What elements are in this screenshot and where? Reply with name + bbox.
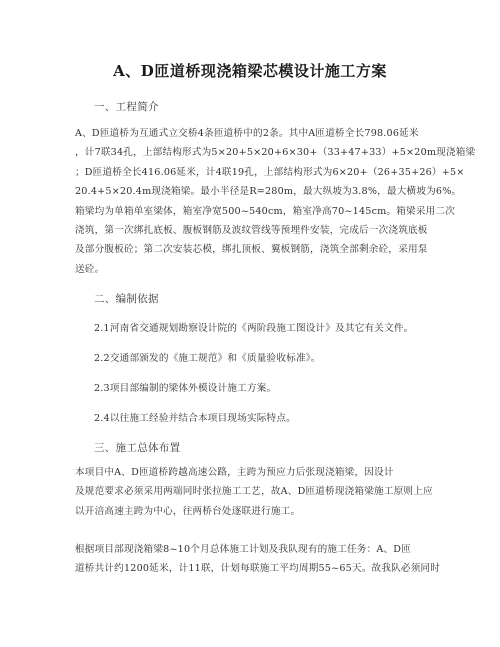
document-title: A、D匝道桥现浇箱梁芯模设计施工方案 bbox=[113, 62, 387, 80]
section-heading-layout: 三、施工总体布置 bbox=[94, 442, 181, 454]
paragraph-line: 道桥共计约1200延米，计11联，计划每联施工平均周期55~65天。故我队必须同时 bbox=[75, 563, 441, 575]
paragraph-line: A、D匝道桥为互通式立交桥4条匝道桥中的2条。其中A匝道桥全长798.06延米 bbox=[75, 128, 419, 139]
section-heading-basis: 二、编制依据 bbox=[94, 293, 159, 305]
paragraph-line: 根据项目部现浇箱梁8~10个月总体施工计划及我队现有的施工任务：A、D匝 bbox=[75, 544, 411, 555]
paragraph-line: 以开涪高速主跨为中心，往两桥台处逐联进行施工。 bbox=[75, 505, 301, 517]
paragraph-line: 20.4+5×20.4m现浇箱梁。最小半径是R=280m，最大纵坡为3.8%，最大横坡为6%。 bbox=[75, 186, 462, 198]
paragraph-line: 及规范要求必须采用两端同时张拉施工工艺，故A、D匝道桥现浇箱梁施工原则上应 bbox=[75, 486, 433, 498]
basis-item: 2.3项目部编制的梁体外模设计施工方案。 bbox=[94, 383, 277, 394]
paragraph-line: 浇筑，第一次绑扎底板、腹板钢筋及波纹管线等预埋件安装，完成后一次浇筑底板 bbox=[75, 225, 428, 237]
paragraph-line: ，计7联34孔，上部结构形式为5×20+5×20+6×30+（33+47+33）+5×20m现浇箱梁 bbox=[75, 147, 476, 159]
basis-item: 2.1河南省交通规划勘察设计院的《两阶段施工图设计》及其它有关文件。 bbox=[94, 323, 414, 334]
overview-paragraph bbox=[75, 124, 476, 279]
basis-item: 2.4以往施工经验并结合本项目现场实际特点。 bbox=[94, 413, 296, 424]
paragraph-line: 及部分腹板砼；第二次安装芯模，绑扎顶板、翼板钢筋，浇筑全部剩余砼，采用泵 bbox=[75, 244, 428, 256]
section-heading-overview: 一、工程简介 bbox=[94, 101, 159, 113]
layout-paragraph-2 bbox=[75, 540, 441, 579]
paragraph-line: 本项目中A、D匝道桥跨越高速公路，主跨为预应力后张现浇箱梁，因设计 bbox=[75, 467, 394, 478]
paragraph-line: 箱梁均为单箱单室梁体，箱室净宽500~540cm，箱室净高70~145cm。箱梁采用二次 bbox=[75, 205, 455, 217]
basis-item: 2.2交通部颁发的《施工规范》和《质量验收标准》。 bbox=[94, 353, 321, 364]
layout-paragraph-1 bbox=[75, 463, 433, 521]
paragraph-line: 送砼。 bbox=[75, 263, 105, 275]
paragraph-line: ；D匝道桥全长416.06延米，计4联19孔，上部结构形式为6×20+（26+35+26）+5× bbox=[75, 166, 465, 178]
